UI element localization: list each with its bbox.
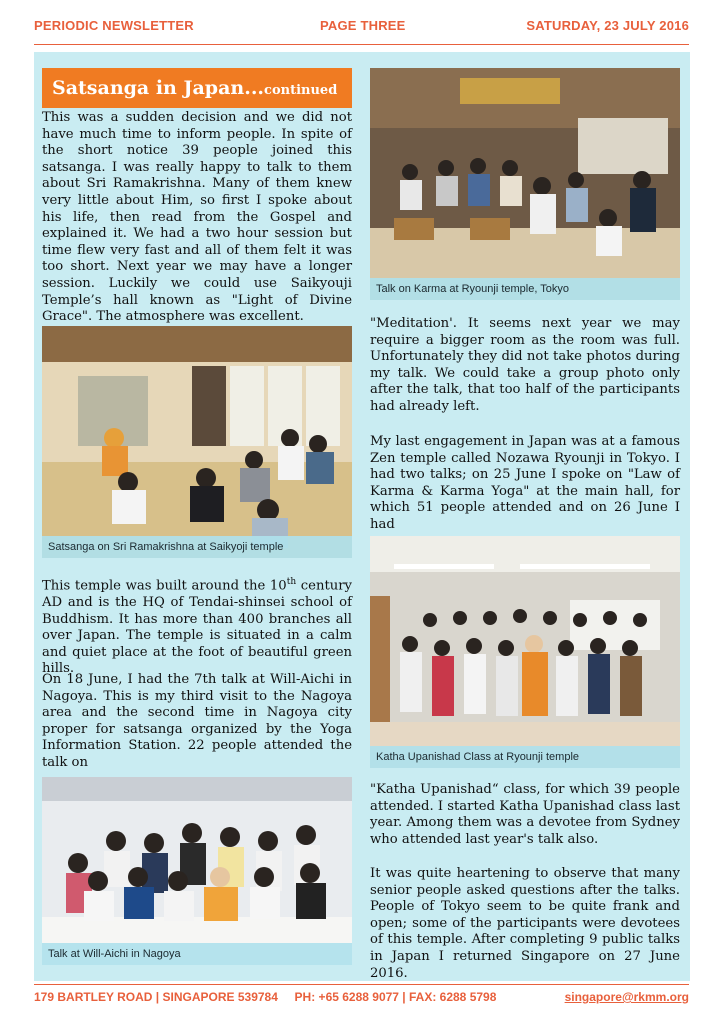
photo-katha-caption: Katha Upanishad Class at Ryounji temple — [370, 746, 680, 768]
newsletter-name: PERIODIC NEWSLETTER — [34, 18, 194, 33]
article-title-suffix: continued — [264, 83, 338, 98]
paragraph-6: "Katha Upanishad“ class, for which 39 people attended. I started Katha Upanishad class last year. Among them was a devotee from Sydney who attended last year's talk also. — [370, 782, 680, 847]
photo-saikyoji-image — [42, 326, 352, 558]
photo-karma-caption: Talk on Karma at Ryounji temple, Tokyo — [370, 278, 680, 300]
photo-karma — [370, 68, 680, 300]
paragraph-2-start: This temple was built around the 10 — [42, 578, 287, 594]
issue-date: SATURDAY, 23 JULY 2016 — [526, 18, 689, 33]
footer-address: 179 BARTLEY ROAD | SINGAPORE 539784 PH: +65 6288 9077 | FAX: 6288 5798 — [34, 990, 497, 1004]
paragraph-1: This was a sudden decision and we did not have much time to inform people. In spite of the short notice 39 people joined this satsanga. I was really happy to talk to them about Sri Ramakrishna. Many of them knew very little about Him, so first I spoke about his life, then read from the Gospel and explained it. We had a two hour session but time flew very fast and all of them felt it was too short. Next year we may have a longer session. Luckily we could use Saikyouji Temple’s hall known as "Light of Divine Grace". The atmosphere was excellent. — [42, 110, 352, 325]
page-number: PAGE THREE — [320, 18, 406, 33]
page-header — [34, 14, 689, 36]
photo-nagoya-caption: Talk at Will-Aichi in Nagoya — [42, 943, 352, 965]
photo-katha-image — [370, 536, 680, 768]
footer-rule — [34, 984, 689, 985]
paragraph-2 — [42, 574, 352, 678]
paragraph-3: On 18 June, I had the 7th talk at Will-Aichi in Nagoya. This is my third visit to the Nagoya area and the second time in Nagoya city proper for satsanga organized by the Yoga Information Station. 22 people attended the talk on — [42, 672, 352, 770]
ordinal-suffix: th — [286, 577, 297, 587]
article-title-main: Satsanga in Japan... — [52, 77, 265, 99]
article-title — [42, 68, 352, 108]
paragraph-4: "Meditation'. It seems next year we may require a bigger room as the room was full. Unfortunately they did not take photos during my talk. We could take a group photo only after the talk, that too half of the participants had already left. — [370, 316, 680, 414]
photo-nagoya-image — [42, 777, 352, 965]
paragraph-7: It was quite heartening to observe that many senior people asked questions after the talks. People of Tokyo seem to be quite frank and open; some of the participants were devotees of this temple. After completing 9 public talks in Japan I returned Singapore on 27 June 2016. — [370, 866, 680, 981]
photo-saikyoji — [42, 326, 352, 558]
photo-karma-image — [370, 68, 680, 300]
header-rule — [34, 44, 689, 45]
footer-email-link[interactable]: singapore@rkmm.org — [564, 990, 689, 1004]
paragraph-2-end: century AD and is the HQ of Tendai-shinsei school of Buddhism. It has more than 400 branches all over Japan. The temple is situated in a calm and quiet place at the foot of beautiful green hills. — [42, 578, 352, 677]
paragraph-5: My last engagement in Japan was at a famous Zen temple called Nozawa Ryounji in Tokyo. I had two talks; on 25 June I spoke on "Law of Karma & Karma Yoga" at the main hall, for which 51 people attended and on 26 June I had — [370, 434, 680, 532]
photo-katha — [370, 536, 680, 768]
photo-nagoya — [42, 777, 352, 965]
photo-saikyoji-caption: Satsanga on Sri Ramakrishna at Saikyoji temple — [42, 536, 352, 558]
